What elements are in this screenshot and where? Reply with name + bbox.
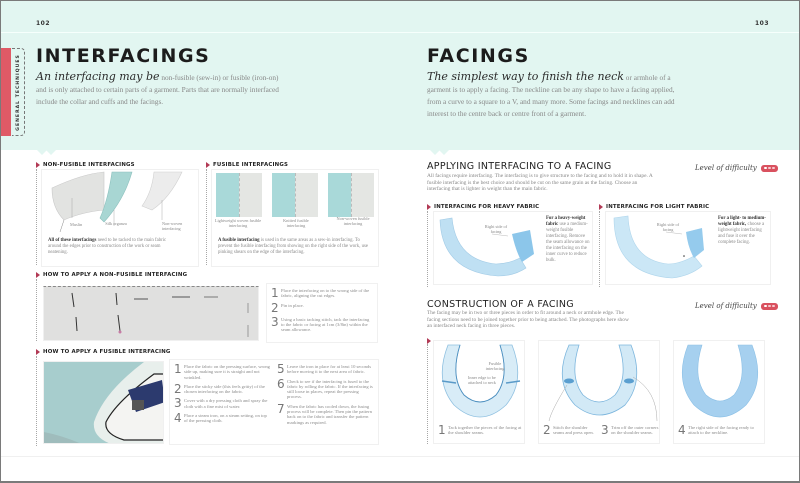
step: 3 Using a basic tacking stitch, tack the interfacing to the fabric or facing at 1cm (3/8in) within the seam allowance. bbox=[271, 314, 370, 333]
step: 3 Trim off the outer corners on the shoulder seams. bbox=[601, 423, 659, 437]
fusible-steps bbox=[169, 359, 379, 445]
non-fusible-steps bbox=[266, 283, 378, 343]
construction-step-4 bbox=[673, 340, 765, 444]
dotted-guide bbox=[206, 169, 207, 265]
diagram-label: Right side of facing bbox=[484, 224, 508, 235]
step: 6 Check to see if the interfacing is fused to the fabric by rolling the fabric. If the interfacing is still loose in places, repeat the pressing process. bbox=[277, 376, 373, 400]
page-title-right: FACINGS bbox=[427, 45, 530, 67]
step: 7 When the fabric has cooled down, the fusing process will be complete. Then pin the pattern back on to the fabric and transfer the pattern markings as required. bbox=[277, 401, 372, 425]
intro-left: An interfacing may be non-fusible (sew-in) or fusible (iron-on) and is only attached to certain parts of a garment. Parts that are normally interfaced include the collar and cuffs and the facings. bbox=[36, 70, 279, 106]
steam-iron-photo bbox=[43, 361, 164, 444]
dotted-guide bbox=[427, 211, 428, 287]
intro-right: The simplest way to finish the neck or armhole of a garment is to apply a facing. The neckline can be any shape to have a facing applied, from a curve to a square to a V, and many more. Some facings and necklines can add interest to the centre back or centre front of a garment. bbox=[427, 70, 675, 118]
tacked-fabric-photo bbox=[43, 286, 259, 341]
non-fusible-panel bbox=[41, 169, 199, 267]
construction-step-1 bbox=[433, 340, 525, 444]
steps-row bbox=[543, 425, 659, 440]
dotted-guide bbox=[427, 344, 428, 444]
difficulty-badge bbox=[761, 165, 778, 172]
step: 4 The right side of the facing ready to attach to the neckline. bbox=[678, 423, 754, 437]
diagram-label: Fusible interfacing bbox=[485, 361, 505, 372]
swatch-label: Non-woven interfacing bbox=[162, 221, 183, 232]
difficulty-level: Level of difficulty bbox=[695, 164, 778, 172]
notch-icon bbox=[45, 149, 57, 155]
applying-interfacing-text: All facings require interfacing. The interfacing is to give structure to the facing and to hold it in shape. A fusible interfacing is the best choice and should be cut on the same grain as the facing. Choose an interfacing that is lighter in weight than the main fabric. bbox=[427, 173, 653, 193]
triangle-marker-icon bbox=[427, 204, 431, 210]
page-number-left: 102 bbox=[36, 20, 51, 27]
dotted-guide bbox=[599, 211, 600, 287]
step: 1 Place the fabric on the pressing surface, wrong side up, making sure it is straight and not wrinkled. bbox=[174, 362, 270, 380]
swatch-label: Silk organza bbox=[105, 221, 127, 226]
construction-text: The facing may be in two or three pieces in order to fit around a neck or armhole edge. The facing sections need to be joined together prior to being attached. The photographs here show an interfaced neck facing in three pieces. bbox=[427, 310, 629, 330]
fusible-panel bbox=[211, 169, 379, 267]
page-title-left: INTERFACINGS bbox=[36, 45, 211, 67]
section-heading-apply-fusible: HOW TO APPLY A FUSIBLE INTERFACING bbox=[36, 349, 171, 355]
swatch-label: Lightweight woven fusible interfacing bbox=[214, 218, 262, 229]
steps-column-2 bbox=[277, 364, 374, 440]
step: 4 Place a steam iron, on a steam setting, on top of the pressing cloth. bbox=[174, 411, 267, 426]
header-divider bbox=[1, 32, 799, 33]
triangle-marker-icon bbox=[599, 204, 603, 210]
steam-iron-illustration bbox=[44, 362, 164, 444]
section-heading-heavy-fabric: INTERFACING FOR HEAVY FABRIC bbox=[427, 204, 539, 210]
step: 2 Stitch the shoulder seams and press open. bbox=[543, 423, 594, 437]
swatch-label: Muslin bbox=[70, 222, 83, 227]
side-tab-marker bbox=[1, 48, 11, 136]
swatch-label: Non-woven fusible interfacing bbox=[336, 216, 370, 227]
section-heading-apply-non-fusible: HOW TO APPLY A NON-FUSIBLE INTERFACING bbox=[36, 272, 187, 278]
triangle-marker-icon bbox=[36, 349, 40, 355]
step: 5 Leave the iron in place for at least 10 seconds before moving it to the next area of fabric. bbox=[277, 362, 372, 376]
page-number-right: 103 bbox=[755, 20, 770, 27]
dotted-guide bbox=[36, 169, 37, 265]
tacking-stitches-illustration bbox=[44, 287, 260, 342]
step: 1 Place the interfacing on to the wrong side of the fabric, aligning the cut edges. bbox=[271, 286, 370, 300]
heading-applying-interfacing: APPLYING INTERFACING TO A FACING bbox=[427, 161, 612, 172]
finished-facing-illustration bbox=[674, 341, 766, 421]
side-tab: GENERAL TECHNIQUES bbox=[12, 48, 25, 136]
light-fabric-caption: For a light- to medium-weight fabric, choose a lightweight interfacing and fuse it over the complete facing. bbox=[718, 216, 766, 245]
swatch-non-woven bbox=[328, 173, 374, 217]
notch-icon bbox=[438, 149, 450, 155]
construction-step-2-3 bbox=[538, 340, 660, 444]
step: 1 Tack together the pieces of the facing at the shoulder seams. bbox=[438, 423, 522, 437]
facing-seams-illustration bbox=[539, 341, 661, 421]
heavy-facing-illustration bbox=[434, 212, 544, 282]
fusible-caption: A fusible interfacing is used in the same areas as a sew-in interfacing. To prevent the fusible interfacing from showing on the right side of the work, use pinking shears on the edge of the interfacing. bbox=[218, 238, 368, 255]
step: 3 Cover with a dry pressing cloth and spray the cloth with a fine mist of water. bbox=[174, 396, 268, 411]
book-spread bbox=[1, 1, 799, 481]
step: 2 Pin in place. bbox=[271, 300, 304, 315]
light-fabric-panel bbox=[605, 211, 771, 285]
diagram-label: Inner edge to be attached to neck bbox=[468, 375, 496, 386]
triangle-marker-icon bbox=[206, 162, 210, 168]
heavy-fabric-caption: For a heavy-weight fabric use a medium-weight fusible interfacing. Remove the seam allowance on the interfacing on the inner curve to reduce bulk. bbox=[546, 216, 590, 263]
swatch-lightweight-woven bbox=[216, 173, 262, 217]
dotted-guide bbox=[36, 279, 37, 341]
triangle-marker-icon bbox=[36, 272, 40, 278]
section-heading-non-fusible: NON-FUSIBLE INTERFACINGS bbox=[36, 162, 135, 168]
heading-construction: CONSTRUCTION OF A FACING bbox=[427, 299, 574, 310]
difficulty-level: Level of difficulty bbox=[695, 302, 778, 310]
swatch-knitted bbox=[272, 173, 318, 217]
steps-column-1 bbox=[174, 364, 271, 440]
diagram-label: Right side of facing bbox=[656, 222, 680, 233]
dotted-guide bbox=[36, 356, 37, 446]
non-fusible-caption: All of these interfacings need to be tacked to the main fabric around the edges prior to construction of the work or seam neatening. bbox=[48, 238, 167, 255]
triangle-marker-icon bbox=[36, 162, 40, 168]
bottom-divider bbox=[1, 456, 799, 457]
section-heading-light-fabric: INTERFACING FOR LIGHT FABRIC bbox=[599, 204, 709, 210]
difficulty-badge bbox=[761, 303, 778, 310]
section-heading-fusible: FUSIBLE INTERFACINGS bbox=[206, 162, 288, 168]
swatch-label: Knitted fusible interfacing bbox=[283, 218, 309, 229]
heavy-fabric-panel bbox=[433, 211, 593, 285]
step: 2 Place the sticky side (this feels gritty) of the chosen interfacing on the fabric. bbox=[174, 381, 265, 396]
